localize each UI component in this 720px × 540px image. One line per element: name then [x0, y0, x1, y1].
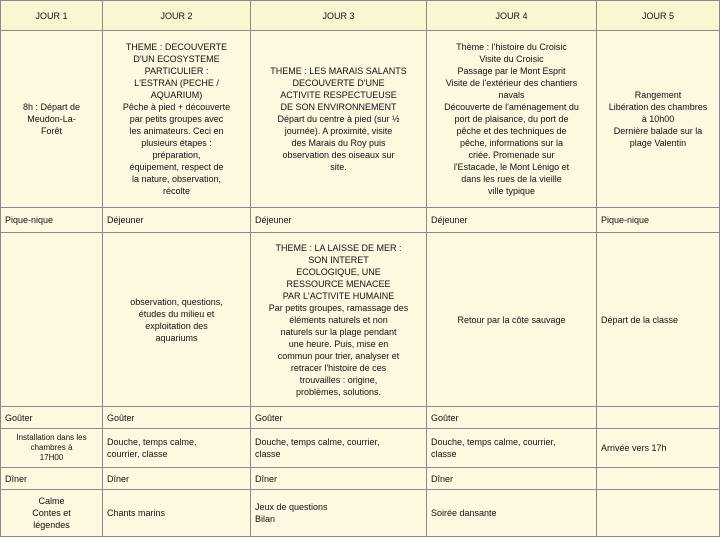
table-cell: Douche, temps calme, courrier, classe: [427, 429, 597, 468]
table-cell: Goûter: [103, 407, 251, 429]
table-cell: Installation dans les chambres à 17H00: [1, 429, 103, 468]
table-cell: Pique-nique: [597, 208, 720, 233]
table-row: [1, 429, 720, 468]
header-jour-3: JOUR 3: [251, 1, 427, 31]
table-cell: 8h : Départ de Meudon-La- Forêt: [1, 31, 103, 208]
header-jour-1: JOUR 1: [1, 1, 103, 31]
header-jour-4: JOUR 4: [427, 1, 597, 31]
table-cell: Goûter: [251, 407, 427, 429]
table-row: [1, 407, 720, 429]
table-cell: [1, 233, 103, 407]
table-cell: THEME : LES MARAIS SALANTS DECOUVERTE D'UNE ACTIVITE RESPECTUEUSE DE SON ENVIRONNEMENT Départ du centre à pied (sur ½ journée). A proximité, visite des Marais du Roy puis observation des oiseaux sur site.: [251, 31, 427, 208]
header-row: [1, 1, 720, 31]
table-cell: Douche, temps calme, courrier, classe: [103, 429, 251, 468]
table-cell: Déjeuner: [427, 208, 597, 233]
table-cell: THEME : DECOUVERTE D'UN ECOSYSTEME PARTICULIER : L'ESTRAN (PECHE / AQUARIUM) Pêche à pied + découverte par petits groupes avec les animateurs. Ceci en plusieurs étapes : préparation, équipement, respect de la nature, observation, récolte: [103, 31, 251, 208]
table-cell: Arrivée vers 17h: [597, 429, 720, 468]
table-cell: Goûter: [427, 407, 597, 429]
table-row: [1, 208, 720, 233]
header-jour-5: JOUR 5: [597, 1, 720, 31]
table-cell: Dîner: [251, 468, 427, 490]
table-cell: Dîner: [103, 468, 251, 490]
table-cell: THEME : LA LAISSE DE MER : SON INTERET ECOLOGIQUE, UNE RESSOURCE MENACEE PAR L'ACTIVITE HUMAINE Par petits groupes, ramassage des éléments naturels et non naturels sur la plage pendant une heure. Puis, mise en commun pour trier, analyser et retracer l'histoire de ces trouvailles : origine, problèmes, solutions.: [251, 233, 427, 407]
table-cell: observation, questions, études du milieu et exploitation des aquariums: [103, 233, 251, 407]
table-cell: Douche, temps calme, courrier, classe: [251, 429, 427, 468]
table-cell: Chants marins: [103, 490, 251, 537]
table-cell: Déjeuner: [251, 208, 427, 233]
table-cell: Retour par la côte sauvage: [427, 233, 597, 407]
table-cell: [597, 468, 720, 490]
table-cell: Pique-nique: [1, 208, 103, 233]
table-cell: Calme Contes et légendes: [1, 490, 103, 537]
table-row: [1, 233, 720, 407]
table-cell: Dîner: [427, 468, 597, 490]
table-cell: Dîner: [1, 468, 103, 490]
header-jour-2: JOUR 2: [103, 1, 251, 31]
table-row: [1, 31, 720, 208]
table-row: [1, 468, 720, 490]
table-cell: Thème : l'histoire du Croisic Visite du Croisic Passage par le Mont Esprit Visite de l'extérieur des chantiers navals Découverte de l'aménagement du port de plaisance, du port de pêche et des techniques de pêche, informations sur la criée. Promenade sur l'Estacade, le Mont Lénigo et dans les rues de la vieille ville typique: [427, 31, 597, 208]
table-cell: Soirée dansante: [427, 490, 597, 537]
table-cell: [597, 490, 720, 537]
table-cell: Départ de la classe: [597, 233, 720, 407]
table-cell: Rangement Libération des chambres à 10h00 Dernière balade sur la plage Valentin: [597, 31, 720, 208]
table-row: [1, 490, 720, 537]
table-cell: Déjeuner: [103, 208, 251, 233]
table-cell: Goûter: [1, 407, 103, 429]
table-cell: Jeux de questions Bilan: [251, 490, 427, 537]
table-cell: [597, 407, 720, 429]
